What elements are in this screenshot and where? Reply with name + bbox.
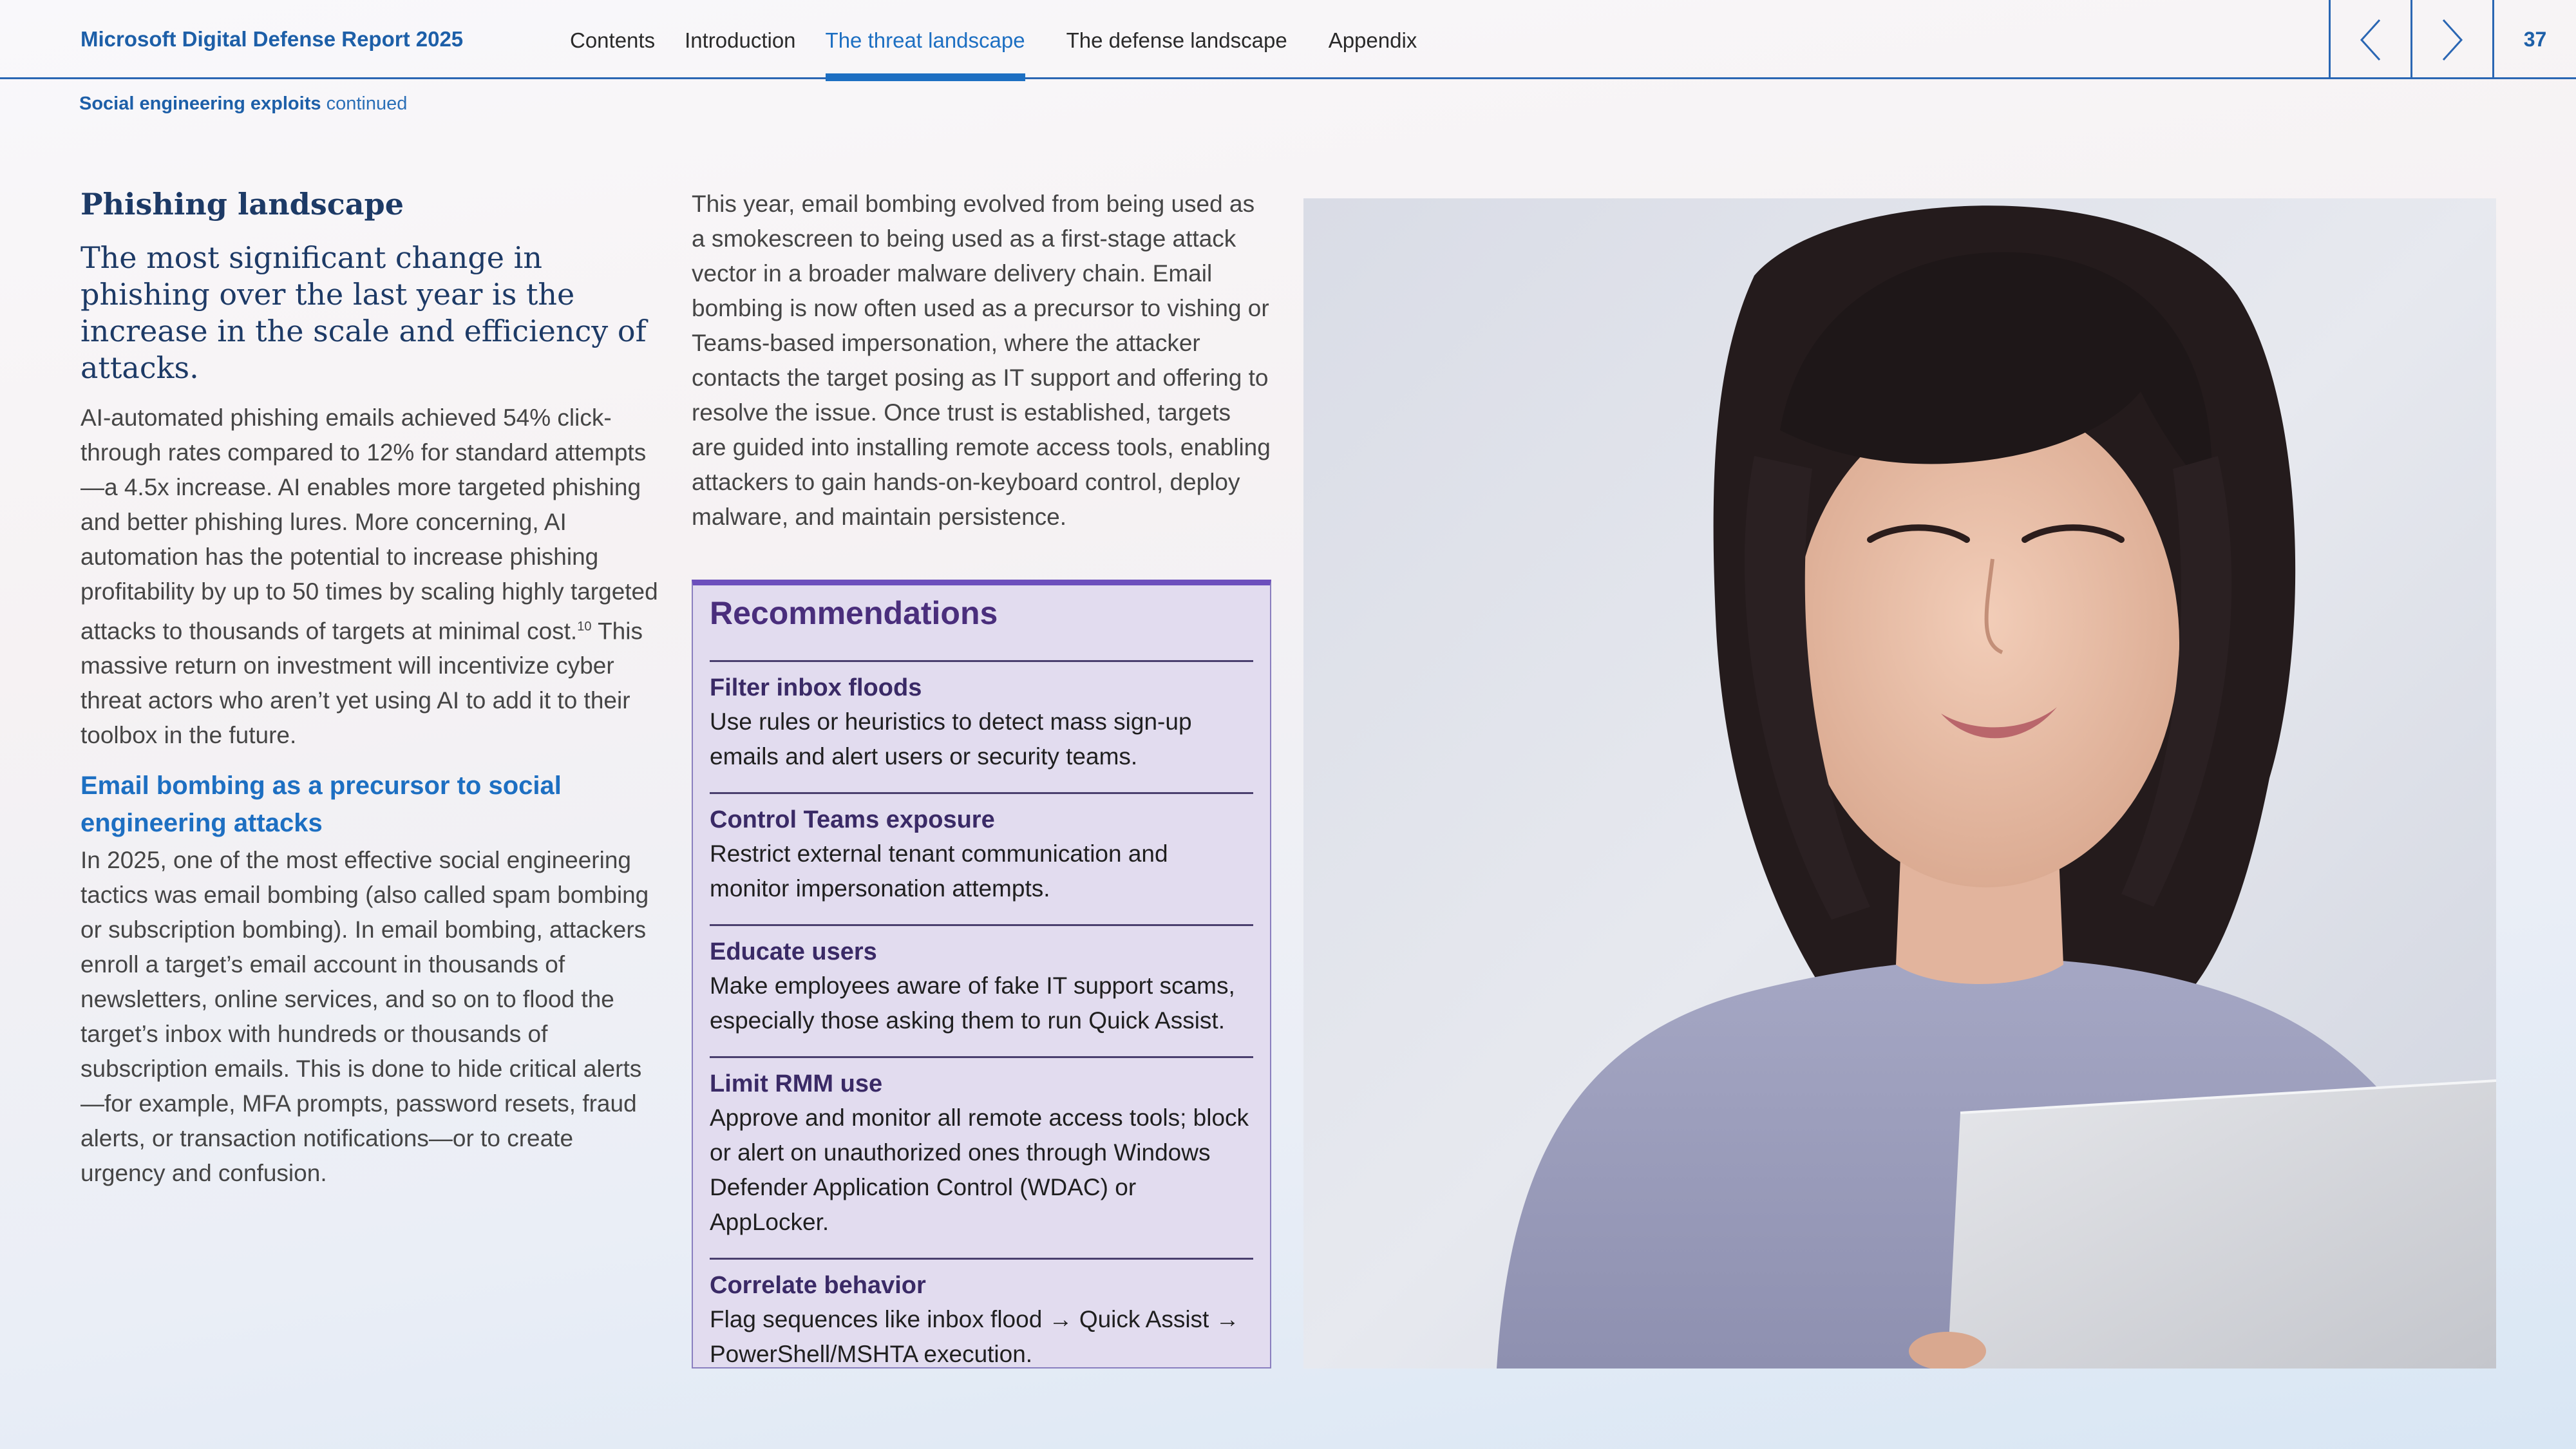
body-paragraph-1-a: AI-automated phishing emails achieved 54% click-through rates compared to 12% for standard attempts—a 4.5x increase. AI enables more targeted phishing and better phishing lures. More concerning, AI automation has the potential to increase phishing profitability by up to 50 times by scaling highly targeted attacks to thousands of targets at minimal cost. [80, 404, 658, 645]
recommendation-item [710, 924, 1253, 1038]
photo-illustration [1303, 198, 2496, 1368]
recommendation-text: Restrict external tenant communication and monitor impersonation attempts. [710, 840, 1168, 902]
previous-page-button[interactable] [2329, 0, 2410, 79]
chevron-left-icon [2358, 17, 2383, 62]
pager [2329, 0, 2576, 79]
recommendation-text: Use rules or heuristics to detect mass sign-up emails and alert users or security teams. [710, 708, 1192, 770]
breadcrumb-suffix: continued [326, 93, 408, 114]
recommendation-item [710, 1258, 1253, 1372]
lead-paragraph: The most significant change in phishing over the last year is the increase in the scale and efficiency of attacks. [80, 240, 647, 385]
top-navigation-bar [0, 0, 2576, 79]
recommendation-title: Filter inbox floods [710, 674, 922, 701]
nav-defense-landscape[interactable]: The defense landscape [1066, 28, 1287, 52]
middle-column [692, 187, 1271, 535]
recommendations-title: Recommendations [710, 595, 998, 631]
recommendation-item [710, 792, 1253, 906]
report-title[interactable]: Microsoft Digital Defense Report 2025 [80, 27, 464, 51]
chevron-right-icon [2439, 17, 2465, 62]
next-page-button[interactable] [2410, 0, 2492, 79]
section-heading: Phishing landscape [80, 187, 404, 222]
body-paragraph-1 [80, 401, 660, 753]
body-paragraph-2: In 2025, one of the most effective social engineering tactics was email bombing (also called spam bombing or subscription bombing). In email bombing, attackers enroll a target’s email account in thousands of newsletters, online services, and so on to flood the target’s inbox with hundreds or thousands of subscription emails. This is done to hide critical alerts—for example, MFA prompts, password resets, fraud alerts, or transaction notifications—or to create urgency and confusion. [80, 847, 649, 1187]
body-paragraph-3: This year, email bombing evolved from being used as a smokescreen to being used as a first-stage attack vector in a broader malware delivery chain. Email bombing is now often used as a precursor to vishing or Teams-based impersonation, where the attacker contacts the target posing as IT support and offering to resolve the issue. Once trust is established, targets are guided into installing remote access tools, enabling attackers to gain hands-on-keyboard control, deploy malware, and maintain persistence. [692, 191, 1271, 530]
footnote-marker[interactable]: 10 [577, 620, 592, 634]
recommendation-title: Correlate behavior [710, 1272, 926, 1299]
woman-using-laptop-photo [1303, 198, 2496, 1368]
nav-introduction[interactable]: Introduction [685, 28, 796, 52]
nav-contents[interactable]: Contents [570, 28, 656, 52]
recommendation-text: Flag sequences like inbox flood → Quick Assist → PowerShell/MSHTA execution. [710, 1306, 1240, 1367]
recommendations-box [692, 580, 1271, 1368]
subheading: Email bombing as a precursor to social engineering attacks [80, 772, 562, 838]
nav-appendix[interactable]: Appendix [1328, 28, 1417, 52]
page-number: 37 [2492, 0, 2576, 79]
recommendation-text: Make employees aware of fake IT support scams, especially those asking them to run Quick Assist. [710, 972, 1235, 1034]
breadcrumb-section: Social engineering exploits [79, 93, 321, 114]
nav-threat-landscape[interactable]: The threat landscape [826, 0, 1025, 79]
left-column [80, 187, 660, 1191]
breadcrumb [79, 93, 407, 115]
recommendation-item [710, 1056, 1253, 1240]
recommendation-text: Approve and monitor all remote access tools; block or alert on unauthorized ones through Windows Defender Application Control (WDAC) or AppLocker. [710, 1104, 1249, 1235]
recommendation-title: Educate users [710, 938, 877, 965]
recommendation-title: Control Teams exposure [710, 806, 995, 833]
body-paragraph-1-b: This massive return on investment will incentivize cyber threat actors who aren’t yet using AI to add it to their toolbox in the future. [80, 618, 643, 749]
recommendation-title: Limit RMM use [710, 1070, 883, 1097]
recommendation-item [710, 660, 1253, 774]
main-nav [570, 0, 1446, 79]
